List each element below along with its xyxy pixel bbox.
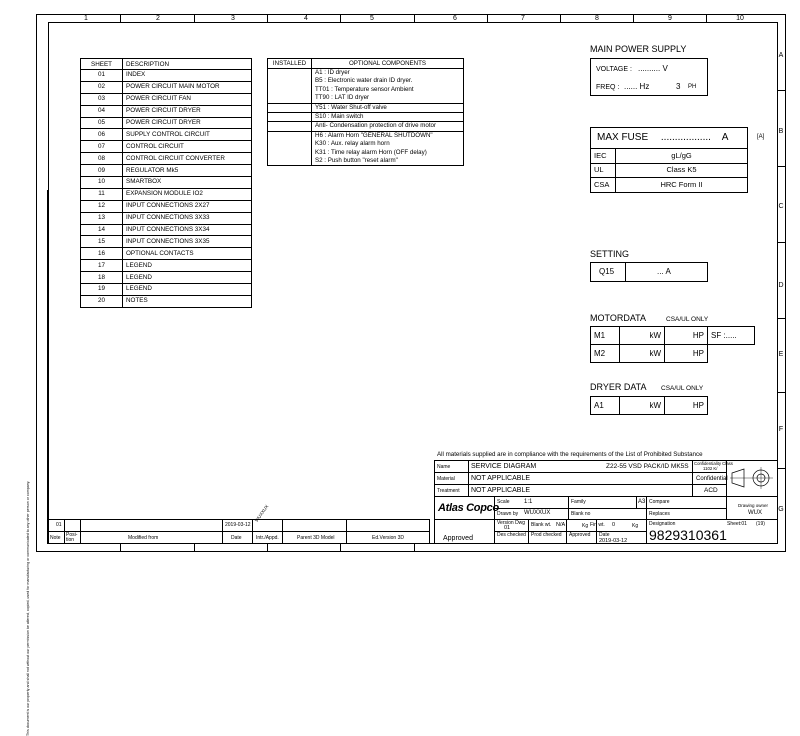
sheet-number: 18 [81,272,123,284]
fin-wt-label: Fin wt. [590,522,605,528]
sheet-row [81,260,252,272]
component-cell [312,103,464,112]
sheet-row [81,200,252,212]
installed-cell [268,122,312,131]
row-letter: F [778,426,784,433]
column-number: 6 [453,15,457,22]
sheet-row [81,117,252,129]
voltage-value: .......... V [638,64,668,73]
sheet-description: EXPANSION MODULE IO2 [123,188,252,200]
sheet-description: POWER CIRCUIT DRYER [123,117,252,129]
revision-stamp: WUXXUX [254,503,270,523]
blank-no-label: Blank no [571,511,591,517]
freq-label: FREQ : [596,84,620,91]
component-line: TT01 : Temperature sensor Ambient [315,85,414,93]
row-letter: B [778,128,784,135]
description-header: DESCRIPTION [123,59,252,70]
column-number: 2 [156,15,160,22]
sheet-number: 07 [81,141,123,153]
optional-components-table [267,58,464,166]
motor-id: M2 [591,345,620,363]
sheet-row [81,236,252,248]
format: A3 [638,499,646,505]
column-number: 5 [370,15,374,22]
sheet-number: 04 [81,105,123,117]
column-number: 10 [736,15,744,22]
sheet-description: POWER CIRCUIT FAN [123,93,252,105]
rev-col-parent: Parent 3D Model [297,535,335,541]
sheet-row [81,153,252,165]
sheet-number: 14 [81,224,123,236]
dryer-data-table [590,396,708,415]
conf-class-code: 1102 K/ [703,466,718,471]
material-label: Material [437,476,455,482]
drawn-by-value: WUXXUX [524,510,551,516]
blank-wt-value: N/A [556,522,566,528]
row-letter: C [778,203,784,210]
sheet-row [81,188,252,200]
family-label: Family [571,499,586,505]
rev-col-edversion: Ed.Version 3D [372,535,404,541]
sheet-index-table [80,58,252,308]
installed-cell [268,69,312,104]
phase-value: 3 [676,82,681,91]
rev-col-modified: Modified from [128,535,159,541]
motor-kw: kW [620,327,665,345]
sheet-row [81,284,252,296]
sheet-row [81,212,252,224]
fuse-type: HRC Form II [616,178,748,193]
projection-symbol-icon [730,464,774,492]
column-number: 8 [595,15,599,22]
sheet-number: 20 [81,295,123,307]
column-number: 4 [304,15,308,22]
optional-component-row [268,69,464,104]
treatment-value: NOT APPLICABLE [471,487,531,494]
max-fuse-label: MAX FUSE [597,132,649,143]
dryer-id: A1 [591,397,620,415]
designation-label: Designation [649,521,676,527]
voltage-label: VOLTAGE : [596,66,632,73]
blank-wt-label: Blank wt. [531,522,552,528]
rev-col-date: Date [231,535,242,541]
drawn-by-label: Drawn by [497,511,519,517]
sheet-description: INPUT CONNECTIONS 2X27 [123,200,252,212]
sheet-description: SUPPLY CONTROL CIRCUIT [123,129,252,141]
component-line: K30 : Aux. relay alarm horn [315,140,390,148]
dryer-data-note: CSA/UL ONLY [661,385,704,392]
sheet-description: LEGEND [123,260,252,272]
sheet-header: SHEET [81,59,123,70]
sheet-description: OPTIONAL CONTACTS [123,248,252,260]
approved-label: Approved [569,532,591,538]
kg-unit: Kg [582,523,589,529]
model-value: Z22-55 VSD PACK/ID MK5S [606,463,689,470]
installed-cell [268,113,312,122]
component-line: A1 : ID dryer [315,69,350,76]
optional-component-row [268,131,464,166]
sheet-number: 19 [81,284,123,296]
drawing-owner-value: WUX [748,510,762,516]
sheet-number: 01 [81,70,123,82]
sheet-number: 02 [81,81,123,93]
date-value: 2019-03-12 [599,538,628,544]
max-fuse-unit: A [721,132,729,143]
sheet-number: 11 [81,188,123,200]
sheet-row [81,248,252,260]
sheet-row [81,141,252,153]
installed-cell [268,103,312,112]
fuse-type: gL/gG [616,149,748,164]
setting-title: SETTING [590,249,630,259]
sheet-number: 05 [81,117,123,129]
sheet-number: 09 [81,165,123,177]
row-letter: A [778,52,784,59]
sheet-description: INPUT CONNECTIONS 3X35 [123,236,252,248]
sheet-description: INPUT CONNECTIONS 3X34 [123,224,252,236]
fuse-std: IEC [591,149,616,164]
motordata-table [590,326,755,363]
setting-box [590,262,708,282]
fuse-std: UL [591,163,616,178]
sheet-row [81,295,252,307]
dryer-data-title: DRYER DATA [590,382,647,392]
scale-label: Scale [497,499,510,505]
main-power-box [590,58,708,96]
motor-kw: kW [620,345,665,363]
freq-value: ...... Hz [624,82,650,91]
setting-value: ... A [657,267,671,276]
motor-id: M1 [591,327,620,345]
optional-component-row [268,122,464,131]
sheet-number: 08 [81,153,123,165]
sheet-number: 06 [81,129,123,141]
motordata-title: MOTORDATA [590,313,646,323]
des-checked-label: Des checked [497,532,526,538]
sheet-row [81,129,252,141]
acd: ACD [704,487,718,494]
sheet-number: 03 [81,93,123,105]
date-label: Date [599,532,610,538]
component-line: Y51 : Water Shut-off valve [315,103,387,111]
sheet-row [81,224,252,236]
sheet-description: INDEX [123,70,252,82]
sheet-total: (19) [756,521,765,527]
rev-col-position: Posi- tion [66,532,78,543]
component-line: B5 : Electronic water drain ID dryer. [315,77,413,85]
sheet-row [81,165,252,177]
sheet-row [81,177,252,189]
component-line: H6 : Alarm Horn "GENERAL SHUTDOWN" [315,131,433,139]
fuse-side-unit: [A] [757,134,765,140]
sheet-number: 13 [81,212,123,224]
motor-sf: SF :..... [708,327,755,345]
phase-unit: PH [688,84,697,90]
motor-hp: HP [665,345,708,363]
sheet-value: :01 [740,521,747,527]
sheet-description: POWER CIRCUIT MAIN MOTOR [123,81,252,93]
component-cell [312,113,464,122]
installed-cell [268,131,312,166]
compliance-note: All materials supplied are in compliance with the requirements of the List of Prohibited Substance [437,451,703,458]
fuse-type: Class K5 [616,163,748,178]
material-value: NOT APPLICABLE [471,475,531,482]
version-label: Version Dwg [497,520,526,526]
sheet-description: NOTES [123,295,252,307]
column-number: 1 [84,15,88,22]
compare-label: Compare [649,499,670,505]
component-line: K31 : Time relay alarm Horn (OFF delay) [315,148,427,156]
max-fuse-table [590,127,748,193]
components-header: OPTIONAL COMPONENTS [312,59,464,69]
max-fuse-value: .................. [660,132,711,143]
component-cell [312,122,464,131]
sheet-description: SMARTBOX [123,177,252,189]
component-line: TT90 : LAT ID dryer [315,94,370,102]
column-number: 7 [521,15,525,22]
sheet-row [81,272,252,284]
component-line: S10 : Main switch [315,113,364,121]
row-letter: G [778,506,784,513]
motor-hp: HP [665,327,708,345]
setting-label: Q15 [599,267,615,276]
fuse-std: CSA [591,178,616,193]
optional-component-row [268,113,464,122]
sheet-description: LEGEND [123,284,252,296]
sheet-number: 12 [81,200,123,212]
treatment-label: Treatment [437,488,460,494]
side-strip [36,190,48,544]
atlas-copco-logo: Atlas Copco [438,502,499,514]
confidential: Confidential [696,476,728,482]
replaces-label: Replaces [649,511,670,517]
rev-col-note: Note [50,535,61,541]
name-label: Name [437,464,451,470]
sheet-label: Sheet [727,521,741,527]
installed-header: INSTALLED [268,59,312,69]
sheet-row [81,105,252,117]
scale-value: 1:1 [524,499,533,505]
row-letter: D [778,282,784,289]
main-power-title: MAIN POWER SUPPLY [590,44,687,54]
component-cell [312,131,464,166]
sheet-description: CONTROL CIRCUIT [123,141,252,153]
sheet-description: INPUT CONNECTIONS 3X33 [123,212,252,224]
column-number: 3 [231,15,235,22]
fin-wt-value: 0 [612,522,616,528]
sheet-number: 10 [81,177,123,189]
sheet-description: CONTROL CIRCUIT CONVERTER [123,153,252,165]
name-value: SERVICE DIAGRAM [471,463,537,470]
optional-component-row [268,103,464,112]
sheet-number: 17 [81,260,123,272]
version-value: 01 [504,525,511,531]
revision-number: 01 [56,522,62,528]
sheet-description: POWER CIRCUIT DRYER [123,105,252,117]
sheet-description: LEGEND [123,272,252,284]
dryer-hp: HP [665,397,708,415]
drawing-number: 9829310361 [649,527,727,543]
component-line: S2 : Push button "reset alarm" [315,157,398,165]
sheet-number: 16 [81,248,123,260]
dryer-kw: kW [620,397,665,415]
prod-checked-label: Prod checked [531,532,562,538]
kg-unit: Kg [632,523,639,529]
sheet-row [81,70,252,82]
side-note: This document is our property and shall not without our permission be altered, copied, used for manufacturing or communicated to any other person or company. [26,480,30,736]
revision-date: 2019-03-12 [225,522,251,528]
sheet-row [81,81,252,93]
drawing-owner-label: Drawing owner [738,503,769,508]
component-line: Anti- Condensation protection of drive motor [315,122,437,130]
conf-class-label: Confidentiality Class [694,461,733,466]
motordata-note: CSA/UL ONLY [666,316,709,323]
sheet-number: 15 [81,236,123,248]
approved-status: Approved [443,535,473,542]
row-letter: E [778,351,784,358]
sheet-row [81,93,252,105]
sheet-description: REGULATOR Mk5 [123,165,252,177]
rev-col-intr: Intr./Appd. [256,535,279,541]
component-cell [312,69,464,104]
column-number: 9 [668,15,672,22]
